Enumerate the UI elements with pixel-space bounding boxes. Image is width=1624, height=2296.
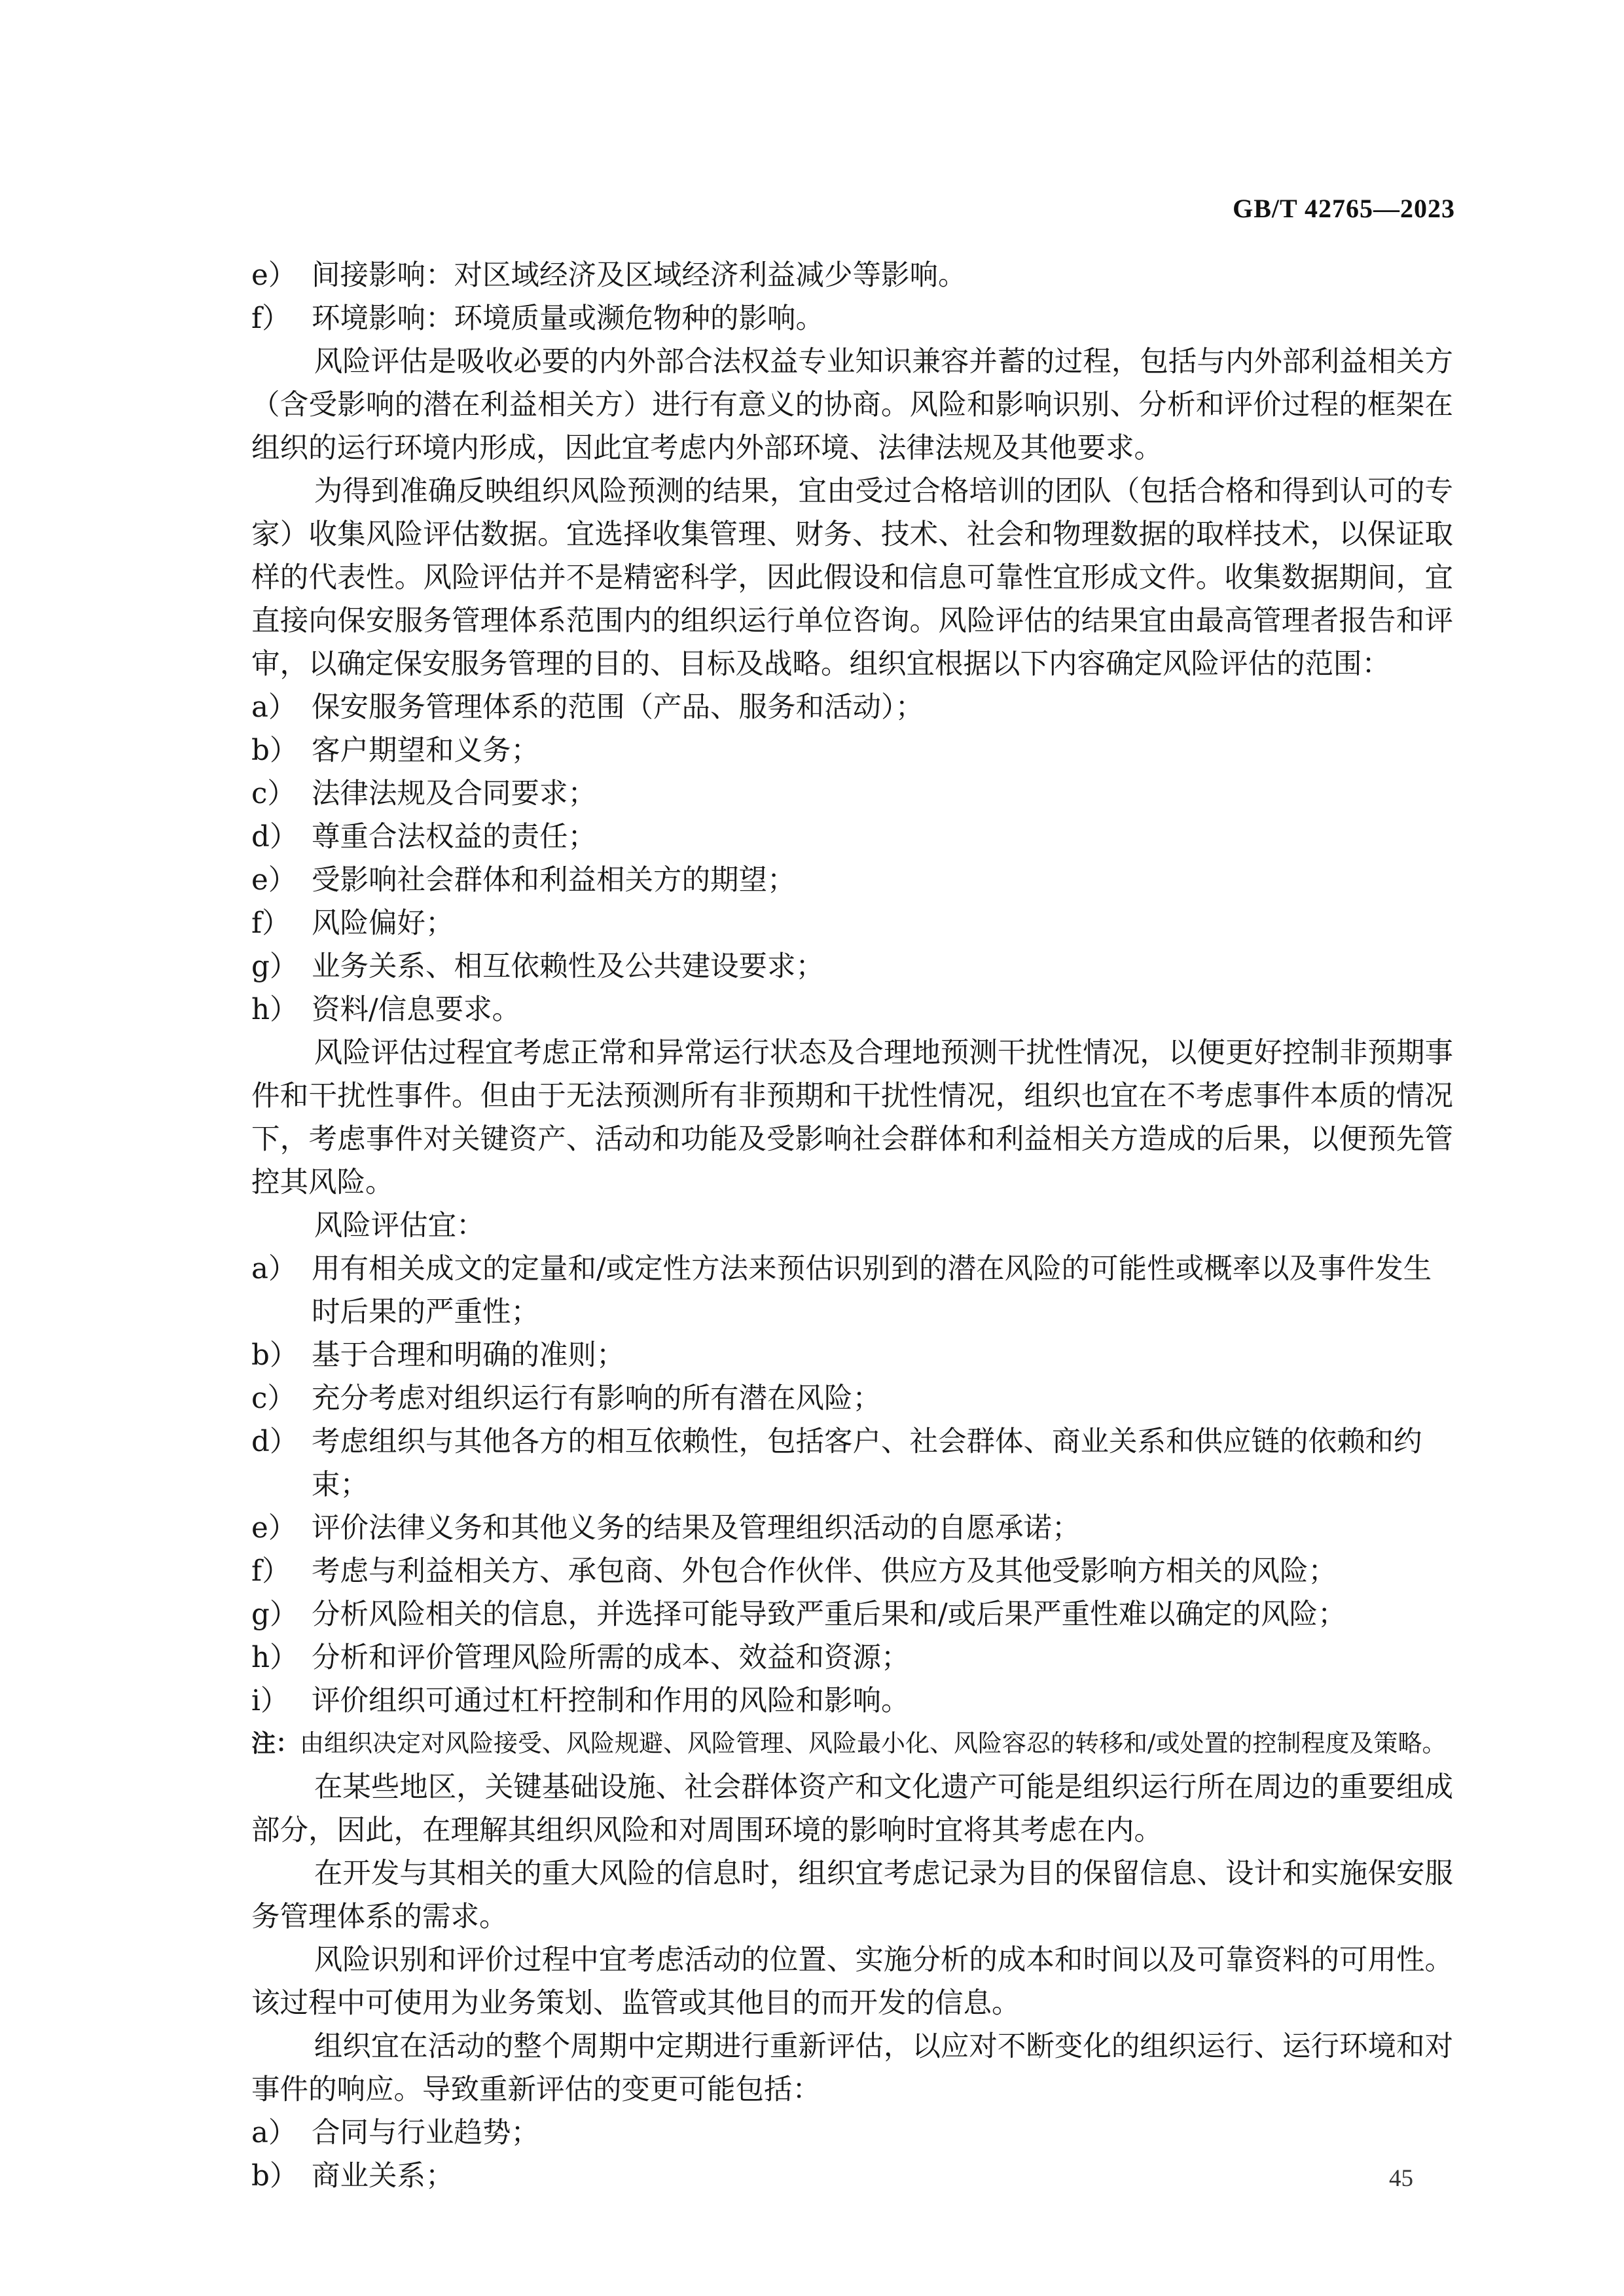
- list-marker: c）: [251, 1382, 296, 1415]
- list-text: 业务关系、相互依赖性及公共建设要求；: [312, 950, 824, 983]
- list-text: 商业关系；: [312, 2160, 454, 2193]
- paragraph: 组织宜在活动的整个周期中定期进行重新评估，以应对不断变化的组织运行、运行环境和对事件的响应。导致重新评估的变更可能包括：: [251, 2030, 1453, 2106]
- list-item: [251, 1636, 1453, 1679]
- body-text: [251, 254, 1453, 2198]
- paragraph: 在某些地区，关键基础设施、社会群体资产和文化遗产可能是组织运行所在周边的重要组成部分，因此，在理解其组织风险和对周围环境的影响时宜将其考虑在内。: [251, 1771, 1453, 1847]
- list-item: [251, 1420, 1453, 1507]
- list-text: 资料/信息要求。: [312, 994, 521, 1026]
- list-marker: a）: [251, 691, 297, 724]
- list-text: 尊重合法权益的责任；: [312, 821, 596, 853]
- list-text: 保安服务管理体系的范围（产品、服务和活动）；: [312, 691, 924, 724]
- list-item: [251, 772, 1453, 816]
- note: [251, 1724, 1453, 1763]
- list-text: 受影响社会群体和利益相关方的期望；: [312, 864, 796, 897]
- list-text: 充分考虑对组织运行有影响的所有潜在风险；: [312, 1382, 881, 1415]
- list-item: [251, 1550, 1453, 1593]
- list-marker: g）: [251, 950, 298, 983]
- list-marker: e）: [251, 1512, 297, 1545]
- list-text: 环境影响：环境质量或濒危物种的影响。: [312, 302, 824, 335]
- list-marker: a）: [251, 1253, 297, 1285]
- list-marker: d）: [251, 821, 298, 853]
- list-text: 合同与行业趋势；: [312, 2117, 539, 2149]
- list-item: [251, 686, 1453, 729]
- list-item: [251, 729, 1453, 772]
- list-marker: f）: [251, 907, 291, 940]
- list-item: [251, 297, 1453, 340]
- list-item: [251, 1247, 1453, 1334]
- list-marker: f）: [251, 302, 291, 335]
- list-item: [251, 988, 1453, 1031]
- list-marker: g）: [251, 1598, 298, 1631]
- standard-code: GB/T 42765—2023: [1233, 194, 1455, 223]
- note-label: 注：: [251, 1729, 300, 1757]
- list-text: 分析和评价管理风险所需的成本、效益和资源；: [312, 1641, 910, 1674]
- list-marker: b）: [251, 1339, 298, 1372]
- list-item: [251, 1334, 1453, 1377]
- list-text: 风险偏好；: [312, 907, 454, 940]
- list-item: [251, 902, 1453, 945]
- paragraph: 风险评估宜：: [314, 1210, 485, 1242]
- list-text: 考虑与利益相关方、承包商、外包合作伙伴、供应方及其他受影响方相关的风险；: [312, 1555, 1337, 1588]
- list-text: 基于合理和明确的准则；: [312, 1339, 625, 1372]
- list-item: [251, 1679, 1453, 1723]
- paragraph: 风险识别和评价过程中宜考虑活动的位置、实施分析的成本和时间以及可靠资料的可用性。该过程中可使用为业务策划、监管或其他目的而开发的信息。: [251, 1944, 1453, 2020]
- list-item: [251, 254, 1453, 297]
- paragraph: 风险评估是吸收必要的内外部合法权益专业知识兼容并蓄的过程，包括与内外部利益相关方（含受影响的潜在利益相关方）进行有意义的协商。风险和影响识别、分析和评价过程的框架在组织的运行环境内形成，因此宜考虑内外部环境、法律法规及其他要求。: [251, 346, 1453, 465]
- list-item: [251, 816, 1453, 859]
- list-item: [251, 1507, 1453, 1550]
- list-item: [251, 859, 1453, 902]
- list-marker: i）: [251, 1685, 289, 1717]
- list-marker: e）: [251, 864, 297, 897]
- list-marker: c）: [251, 778, 296, 810]
- list-text: 分析风险相关的信息，并选择可能导致严重后果和/或后果严重性难以确定的风险；: [312, 1598, 1346, 1631]
- list-marker: h）: [251, 1641, 298, 1674]
- list-text: 客户期望和义务；: [312, 734, 539, 767]
- list-item: [251, 1593, 1453, 1636]
- list-item: [251, 1377, 1453, 1420]
- list-item: [251, 2155, 1453, 2198]
- list-item: [251, 945, 1453, 988]
- list-marker: h）: [251, 994, 298, 1026]
- list-text: 间接影响：对区域经济及区域经济利益减少等影响。: [312, 259, 967, 292]
- paragraph: 在开发与其相关的重大风险的信息时，组织宜考虑记录为目的保留信息、设计和实施保安服务管理体系的需求。: [251, 1857, 1453, 1933]
- list-text: 评价法律义务和其他义务的结果及管理组织活动的自愿承诺；: [312, 1512, 1081, 1545]
- paragraph: 为得到准确反映组织风险预测的结果，宜由受过合格培训的团队（包括合格和得到认可的专家）收集风险评估数据。宜选择收集管理、财务、技术、社会和物理数据的取样技术，以保证取样的代表性。风险评估并不是精密科学，因此假设和信息可靠性宜形成文件。收集数据期间，宜直接向保安服务管理体系范围内的组织运行单位咨询。风险评估的结果宜由最高管理者报告和评审，以确定保安服务管理的目的、目标及战略。组织宜根据以下内容确定风险评估的范围：: [251, 475, 1453, 681]
- list-marker: e）: [251, 259, 297, 292]
- list-marker: d）: [251, 1426, 298, 1458]
- list-marker: b）: [251, 2160, 298, 2193]
- list-item: [251, 2111, 1453, 2155]
- paragraph: 风险评估过程宜考虑正常和异常运行状态及合理地预测干扰性情况，以便更好控制非预期事件和干扰性事件。但由于无法预测所有非预期和干扰性情况，组织也宜在不考虑事件本质的情况下，考虑事件对关键资产、活动和功能及受影响社会群体和利益相关方造成的后果，以便预先管控其风险。: [251, 1037, 1453, 1199]
- page-number: 45: [1389, 2165, 1413, 2192]
- list-text: 法律法规及合同要求；: [312, 778, 596, 810]
- list-text: 用有相关成文的定量和/或定性方法来预估识别到的潜在风险的可能性或概率以及事件发生时后果的严重性；: [312, 1253, 1432, 1329]
- list-marker: a）: [251, 2117, 297, 2149]
- note-text: 由组织决定对风险接受、风险规避、风险管理、风险最小化、风险容忍的转移和/或处置的控制程度及策略。: [300, 1729, 1447, 1757]
- list-marker: b）: [251, 734, 298, 767]
- list-marker: f）: [251, 1555, 291, 1588]
- list-text: 评价组织可通过杠杆控制和作用的风险和影响。: [312, 1685, 910, 1717]
- list-text: 考虑组织与其他各方的相互依赖性，包括客户、社会群体、商业关系和供应链的依赖和约束；: [312, 1426, 1422, 1501]
